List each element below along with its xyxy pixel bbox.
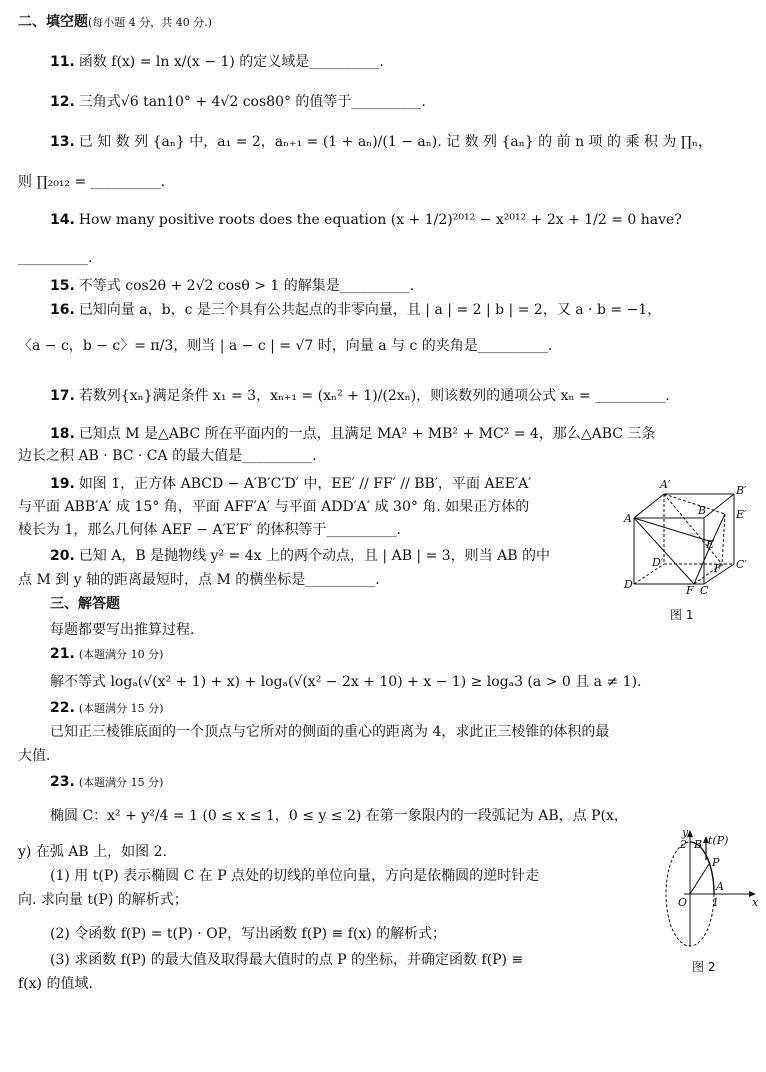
- line-a1f1: [664, 494, 722, 564]
- question-19-cont2: [18, 520, 401, 540]
- part-text: (1) 用 t(P) 表示椭圆 C 在 P 点处的切线的单位向量，方向是依椭圆的逆时针走: [50, 868, 540, 884]
- figure-2-caption: 图 2: [692, 960, 716, 974]
- part-text: 向. 求向量 t(P) 的解析式；: [18, 892, 188, 908]
- label-a: A: [716, 880, 724, 893]
- question-number: 18.: [50, 426, 75, 442]
- question-text: 三角式√6 tan10° + 4√2 cos80° 的值等于__________.: [78, 94, 426, 110]
- question-18-cont: [18, 446, 317, 466]
- label-b: B: [694, 838, 703, 851]
- label-x: x: [752, 896, 759, 909]
- label-d-prime: D′: [652, 556, 664, 569]
- question-score: (本题满分 15 分): [78, 702, 164, 715]
- label-y: y: [682, 826, 689, 839]
- question-text-line2: 〈a − c，b − c〉= π/3，则当 | a − c | = √7 时，向量 a 与 c 的夹角是__________.: [18, 338, 553, 354]
- question-score: (本题满分 15 分): [78, 776, 164, 789]
- line-e1f1: [722, 514, 725, 564]
- question-text-line2: 边长之积 AB · BC · CA 的最大值是__________.: [18, 448, 317, 464]
- question-14: [50, 210, 682, 230]
- question-number: 19.: [50, 476, 75, 492]
- question-text-line1: 已知 A，B 是抛物线 y² = 4x 上的两个动点，且 | AB | = 3，则当 AB 的中: [78, 548, 550, 564]
- question-text-line1: 已知向量 a，b，c 是三个具有公共起点的非零向量，且 | a | = 2 | b | = 2，又 a · b = −1，: [78, 302, 662, 318]
- edge-aa1: [634, 494, 664, 518]
- line-af: [634, 518, 694, 584]
- question-22-body: [50, 722, 609, 742]
- question-text: 若数列{xₙ}满足条件 x₁ = 3，xₙ₊₁ = (xₙ² + 1)/(2xₙ)，则该数列的通项公式 xₙ = __________.: [78, 388, 670, 404]
- question-text-line2: 点 M 到 y 轴的距离最短时，点 M 的横坐标是__________.: [18, 572, 380, 588]
- question-23-part1-cont: [18, 890, 188, 910]
- section-solution: [50, 594, 120, 614]
- section-note: 每题都要写出推算过程.: [50, 622, 195, 638]
- question-13: [50, 132, 712, 152]
- question-text: 不等式 cos2θ + 2√2 cosθ > 1 的解集是__________.: [78, 278, 415, 294]
- question-text-line2: y) 在弧 AB 上，如图 2.: [18, 844, 167, 860]
- question-21-body: [50, 672, 641, 692]
- question-number: 20.: [50, 548, 75, 564]
- question-number: 14.: [50, 212, 75, 228]
- question-23-part3: [50, 950, 523, 970]
- question-22: [50, 698, 163, 719]
- question-23-part1: [50, 866, 539, 886]
- label-p: P: [712, 856, 720, 869]
- section-note: (每小题 4 分，共 40 分.): [88, 16, 213, 29]
- question-text-line1: 已知点 M 是△ABC 所在平面内的一点，且满足 MA² + MB² + MC² = 4，那么△ABC 三条: [78, 426, 656, 442]
- label-1: 1: [712, 896, 719, 909]
- question-15: [50, 276, 414, 296]
- question-score: (本题满分 10 分): [78, 648, 164, 661]
- question-text-line2: 大值.: [18, 748, 51, 764]
- section-title: 二、填空题: [18, 14, 88, 30]
- label-c: C: [700, 584, 709, 596]
- question-23-body: [50, 806, 628, 826]
- label-o: O: [678, 896, 688, 909]
- label-f-prime: F′: [714, 562, 725, 575]
- part-text: (2) 令函数 f(P) = t(P) · OP，写出函数 f(P) ≡ f(x) 的解析式；: [50, 926, 447, 942]
- line-a1e1: [664, 494, 725, 514]
- label-a-prime: A′: [660, 478, 671, 491]
- question-text-line1: How many positive roots does the equation (x + 1/2)²⁰¹² − x²⁰¹² + 2x + 1/2 = 0 have?: [78, 212, 682, 228]
- part-text: f(x) 的值域.: [18, 976, 93, 992]
- label-e-prime: E′: [736, 508, 747, 521]
- question-14-cont: [18, 248, 92, 268]
- question-number: 21.: [50, 646, 75, 662]
- question-12: [50, 92, 426, 112]
- question-13-cont: [18, 172, 165, 192]
- section-fill-in: [18, 12, 212, 33]
- part-text: (3) 求函数 f(P) 的最大值及取得最大值时的点 P 的坐标，并确定函数 f(P) ≡: [50, 952, 524, 968]
- question-23-cont: [18, 842, 167, 862]
- question-19-cont: [18, 497, 529, 517]
- label-tp: t(P): [708, 834, 729, 847]
- question-16-cont: [18, 336, 552, 356]
- question-text-line1: 已知正三棱锥底面的一个顶点与它所对的侧面的重心的距离为 4，求此正三棱锥的体积的最: [50, 724, 610, 740]
- question-text-line3: 棱长为 1，那么几何体 AEF − A′E′F′ 的体积等于__________.: [18, 522, 401, 538]
- edge-bb1: [704, 494, 734, 518]
- question-number: 23.: [50, 774, 75, 790]
- question-text-line1: 如图 1，正方体 ABCD − A′B′C′D′ 中，EE′ // FF′ // BB′，平面 AEE′A′: [78, 476, 532, 492]
- label-d: D: [624, 578, 633, 591]
- question-23-part3-cont: [18, 974, 93, 994]
- question-20-cont: [18, 570, 380, 590]
- question-22-cont: [18, 746, 50, 766]
- figure-1-cube: [622, 476, 758, 596]
- question-number: 17.: [50, 388, 75, 404]
- question-number: 11.: [50, 54, 75, 70]
- question-23: [50, 772, 163, 793]
- question-21: [50, 644, 163, 665]
- figure-2-ellipse: [662, 826, 762, 950]
- question-text: 解不等式 logₐ(√(x² + 1) + x) + logₐ(√(x² − 2x + 10) + x − 1) ≥ logₐ3 (a > 0 且 a ≠ 1).: [50, 674, 642, 690]
- section-title: 三、解答题: [50, 596, 120, 612]
- label-f: F: [686, 584, 694, 596]
- question-text: 函数 f(x) = ln x/(x − 1) 的定义域是__________.: [78, 54, 384, 70]
- figure-1-caption: 图 1: [670, 608, 694, 622]
- question-text-line1: 椭圆 C：x² + y²/4 = 1 (0 ≤ x ≤ 1，0 ≤ y ≤ 2) 在第一象限内的一段弧记为 AB，点 P(x，: [50, 808, 628, 824]
- question-19: [50, 474, 531, 494]
- question-20: [50, 546, 550, 566]
- question-16: [50, 300, 661, 320]
- label-2: 2: [680, 838, 687, 851]
- question-number: 22.: [50, 700, 75, 716]
- question-number: 12.: [50, 94, 75, 110]
- question-text-line2: 与平面 ABB′A′ 成 15° 角，平面 AFF′A′ 与平面 ADD′A′ 成 30° 角. 如果正方体的: [18, 499, 530, 515]
- label-b-prime: B′: [736, 484, 747, 497]
- question-18: [50, 424, 655, 444]
- question-text-line2: 则 ∏₂₀₁₂ = __________.: [18, 174, 166, 190]
- question-number: 16.: [50, 302, 75, 318]
- question-text-line1: 已 知 数 列 {aₙ} 中，a₁ = 2，aₙ₊₁ = (1 + aₙ)/(1 − aₙ). 记 数 列 {aₙ} 的 前 n 项 的 乘 积 为 ∏ₙ，: [78, 134, 712, 150]
- segment-op: [690, 864, 709, 894]
- question-11: [50, 52, 384, 72]
- question-23-part2: [50, 924, 446, 944]
- section-instruction: [50, 620, 194, 640]
- label-b: B: [698, 504, 707, 517]
- label-c-prime: C′: [736, 558, 747, 571]
- question-number: 15.: [50, 278, 75, 294]
- label-e: E: [706, 538, 715, 551]
- question-17: [50, 386, 670, 406]
- label-a: A: [624, 512, 632, 525]
- question-text-line2: __________.: [18, 250, 93, 266]
- question-number: 13.: [50, 134, 75, 150]
